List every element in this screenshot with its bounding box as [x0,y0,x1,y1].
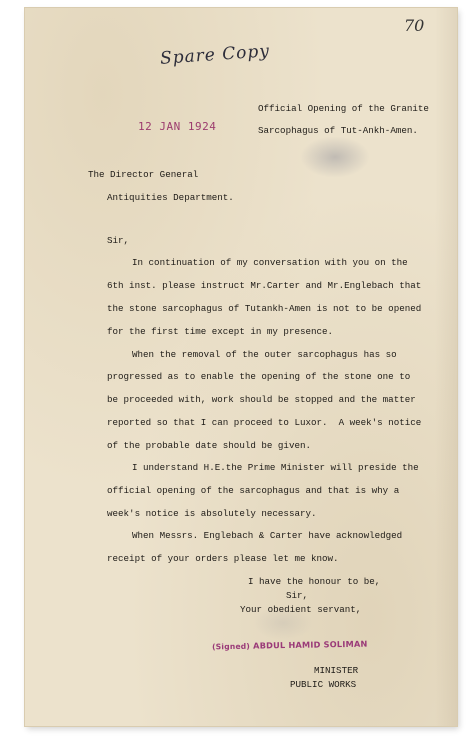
letter-page [25,8,457,726]
body-line: official opening of the sarcophagus and that is why a [107,485,400,496]
body-line: When Messrs. Englebach & Carter have acknowledged [132,530,403,541]
closing-line-3: Your obedient servant, [240,604,362,615]
addressee-line-1: The Director General [88,169,199,180]
body-line: week's notice is absolutely necessary. [107,508,317,519]
body-line: In continuation of my conversation with you on the [132,257,408,268]
body-line: of the probable date should be given. [107,440,311,451]
ink-smudge [300,136,370,178]
body-line: When the removal of the outer sarcophagus has so [132,349,397,360]
title-line-1: MINISTER [314,665,359,676]
body-line: receipt of your orders please let me know. [107,553,339,564]
signature-prefix: (Signed) [211,641,251,652]
addressee-line-2: Antiquities Department. [107,192,234,203]
date-stamp: 12 JAN 1924 [138,120,217,133]
page-edge-shadow [435,8,457,726]
body-line: be proceeded with, work should be stopped and the matter [107,394,416,405]
subject-line-2: Sarcophagus of Tut-Ankh-Amen. [258,125,418,136]
subject-line-1: Official Opening of the Granite [258,103,429,114]
body-line: the stone sarcophagus of Tutankh-Amen is not to be opened [107,303,422,314]
body-line: I understand H.E.the Prime Minister will preside the [132,462,419,473]
title-line-2: PUBLIC WORKS [290,679,357,690]
body-line: reported so that I can proceed to Luxor. A week's notice [107,417,422,428]
body-line: progressed as to enable the opening of the stone one to [107,371,411,382]
body-line: 6th inst. please instruct Mr.Carter and Mr.Englebach that [107,280,422,291]
signature-name: ABDUL HAMID SOLIMAN [253,638,368,651]
closing-line-2: Sir, [286,590,309,601]
page-number: 70 [404,16,425,35]
body-line: for the first time except in my presence. [107,326,334,337]
handwritten-note: Spare Copy [159,41,271,69]
closing-line-1: I have the honour to be, [248,576,381,587]
salutation: Sir, [107,235,130,246]
